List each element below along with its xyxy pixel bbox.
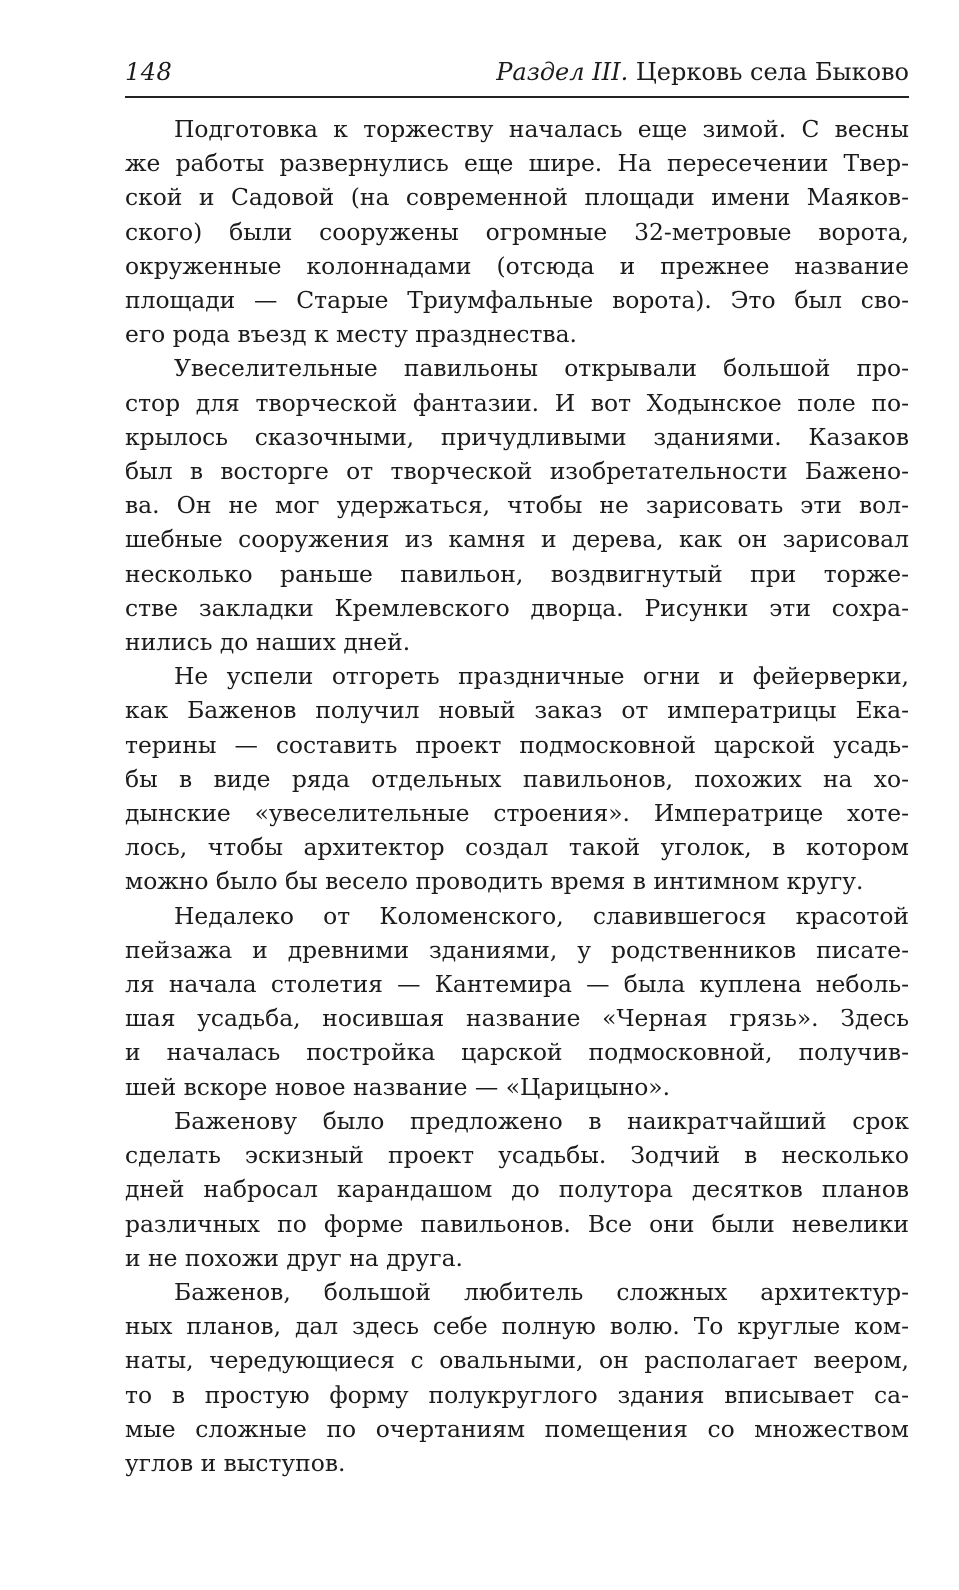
text-line: шебные сооружения из камня и дерева, как он зарисовал: [125, 525, 909, 554]
text-line: сделать эскизный проект усадьбы. Зодчий в несколько: [125, 1141, 909, 1170]
text-line: ской и Садовой (на современной площади имени Маяков-: [125, 183, 909, 212]
text-line: и не похожи друг на друга.: [125, 1243, 463, 1272]
text-line: ных планов, дал здесь себе полную волю. То круглые ком-: [125, 1312, 909, 1341]
text-line: дынские «увеселительные строения». Императрице хоте-: [125, 799, 909, 828]
text-line: терины — составить проект подмосковной царской усадь-: [125, 730, 909, 759]
text-line: шей вскоре новое название — «Царицыно».: [125, 1072, 671, 1101]
text-line: бы в виде ряда отдельных павильонов, похожих на хо-: [125, 764, 909, 793]
text-line: шая усадьба, носившая название «Черная грязь». Здесь: [125, 1004, 909, 1033]
text-line: несколько раньше павильон, воздвигнутый при торже-: [125, 559, 909, 588]
text-line: то в простую форму полукруглого здания вписывает са-: [125, 1380, 909, 1409]
text-line: стве закладки Кремлевского дворца. Рисунки эти сохра-: [125, 593, 909, 622]
text-line: ва. Он не мог удержаться, чтобы не зарисовать эти вол-: [125, 491, 909, 520]
paragraph: [125, 1275, 909, 1480]
text-line: мые сложные по очертаниям помещения со множеством: [125, 1414, 909, 1443]
text-line: можно было бы весело проводить время в интимном кругу.: [125, 867, 864, 896]
text-line: его рода въезд к месту празднества.: [125, 320, 577, 349]
text-line: Баженов, большой любитель сложных архитектур-: [174, 1277, 909, 1306]
text-line: ля начала столетия — Кантемира — была куплена неболь-: [125, 970, 909, 999]
text-line: стор для творческой фантазии. И вот Ходынское поле по-: [125, 388, 909, 417]
text-line: Увеселительные павильоны открывали большой про-: [174, 354, 909, 383]
text-line: площади — Старые Триумфальные ворота). Это был сво-: [125, 286, 909, 315]
text-line: крылось сказочными, причудливыми зданиями. Казаков: [125, 422, 909, 451]
text-line: различных по форме павильонов. Все они были невелики: [125, 1209, 909, 1238]
text-line: дней набросал карандашом до полутора десятков планов: [125, 1175, 909, 1204]
text-line: Баженову было предложено в наикратчайший срок: [174, 1106, 909, 1135]
running-title: [496, 58, 909, 86]
chapter-title: Церковь села Быково: [635, 58, 909, 86]
text-line: Не успели отгореть праздничные огни и фейерверки,: [174, 662, 909, 691]
text-line: лось, чтобы архитектор создал такой уголок, в котором: [125, 833, 909, 862]
paragraph: [125, 899, 909, 1104]
text-line: пейзажа и древними зданиями, у родственников писате-: [125, 935, 909, 964]
body-text: [125, 112, 909, 1480]
paragraph: [125, 659, 909, 898]
text-line: ского) были сооружены огромные 32-метровые ворота,: [125, 217, 909, 246]
text-line: окруженные колоннадами (отсюда и прежнее название: [125, 251, 909, 280]
text-line: Подготовка к торжеству началась еще зимой. С весны: [174, 115, 909, 143]
paragraph: [125, 351, 909, 659]
text-line: нились до наших дней.: [125, 628, 411, 657]
page-number: 148: [125, 58, 173, 86]
text-line: углов и выступов.: [125, 1448, 346, 1477]
section-label: Раздел III.: [496, 58, 629, 86]
text-line: наты, чередующиеся с овальными, он располагает веером,: [125, 1346, 909, 1375]
paragraph: [125, 112, 909, 351]
text-line: же работы развернулись еще шире. На пересечении Твер-: [125, 149, 909, 178]
text-line: Недалеко от Коломенского, славившегося красотой: [174, 901, 909, 930]
text-line: как Баженов получил новый заказ от императрицы Ека-: [125, 696, 909, 725]
text-line: и началась постройка царской подмосковной, получив-: [125, 1038, 909, 1067]
page-header: [125, 56, 909, 98]
text-line: был в восторге от творческой изобретательности Бажено-: [125, 457, 909, 486]
paragraph: [125, 1104, 909, 1275]
